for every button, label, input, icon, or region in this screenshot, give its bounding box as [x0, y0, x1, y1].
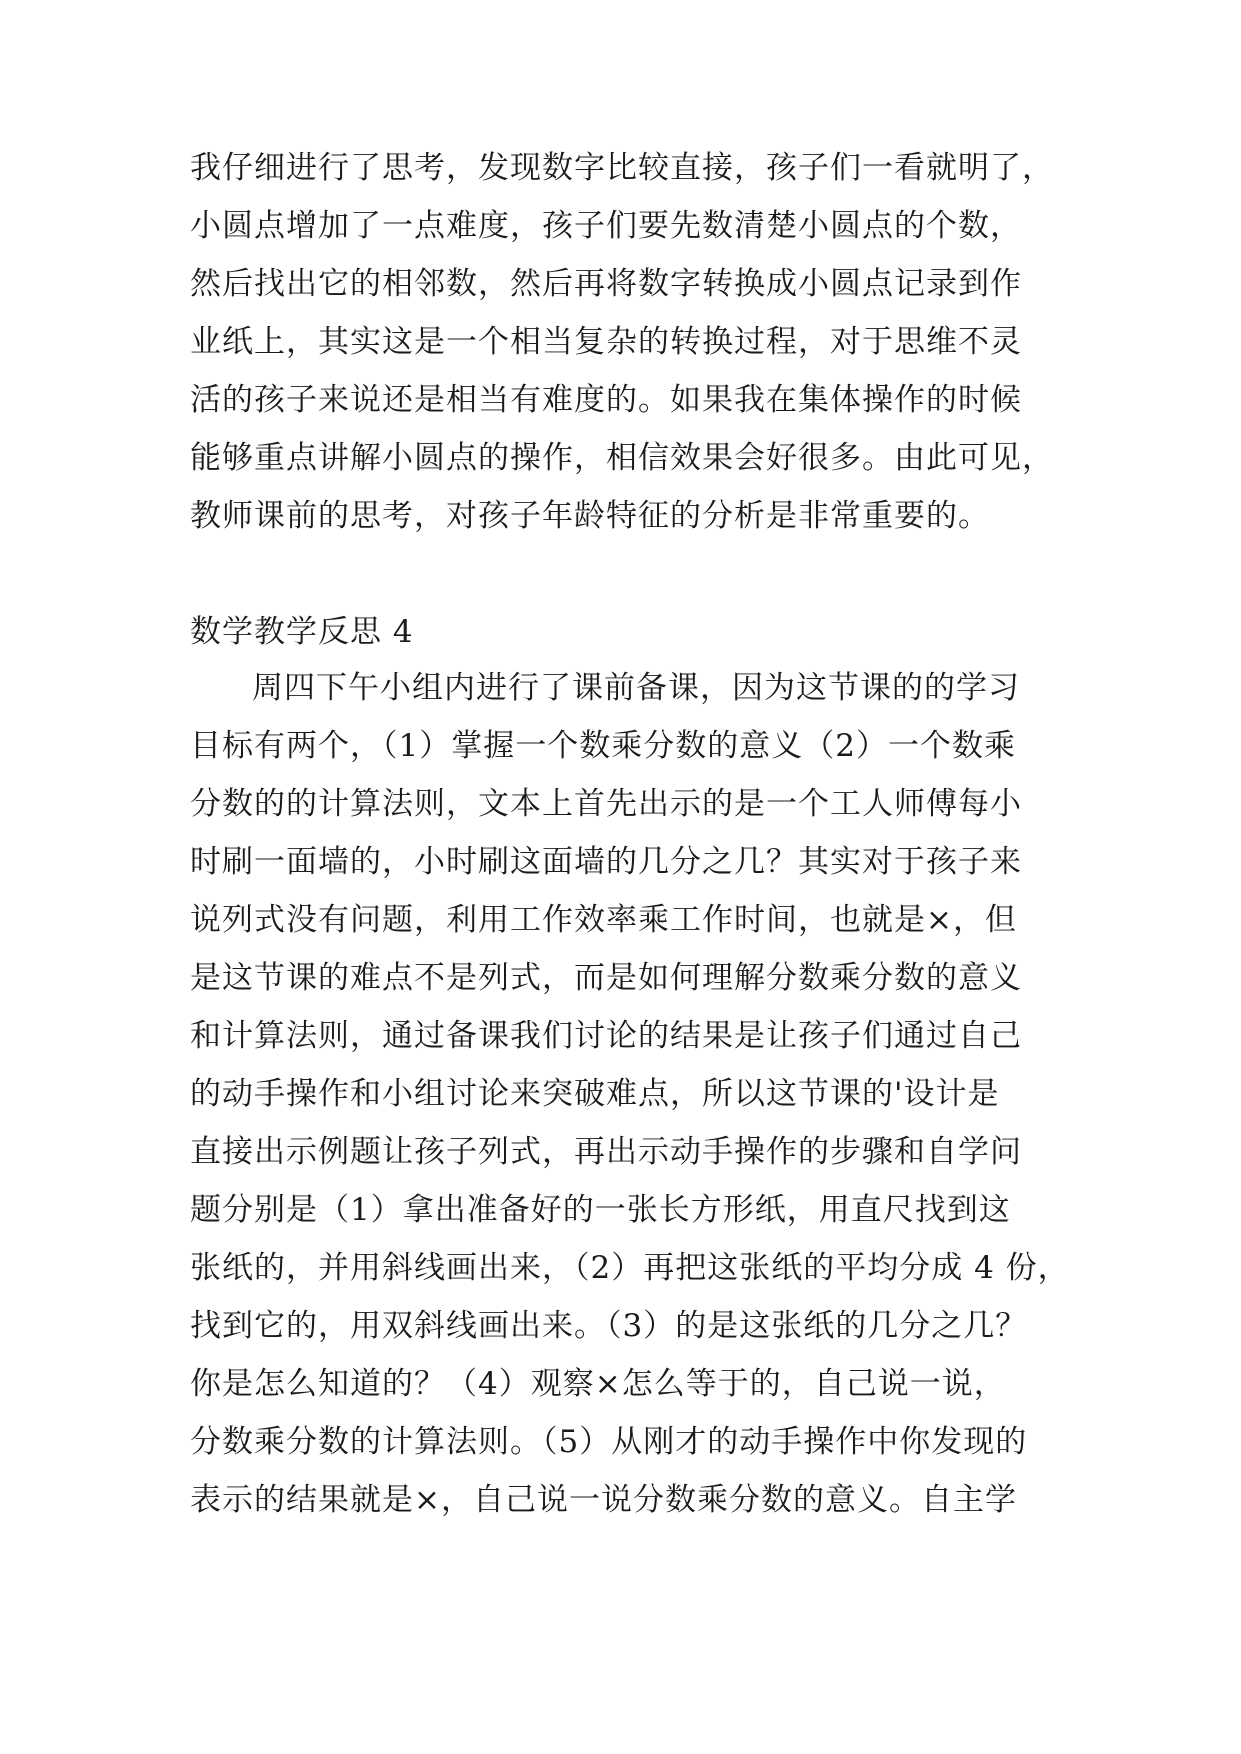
paragraph-line: 是这节课的难点不是列式，而是如何理解分数乘分数的意义 — [190, 960, 1022, 996]
paragraph-line: 直接出示例题让孩子列式，再出示动手操作的步骤和自学问 — [190, 1134, 1022, 1170]
paragraph-line: 和计算法则，通过备课我们讨论的结果是让孩子们通过自己 — [190, 1018, 1022, 1054]
section-heading: 数学教学反思 4 — [190, 614, 414, 650]
paragraph-line: 周四下午小组内进行了课前备课，因为这节课的的学习 — [252, 670, 1020, 706]
paragraph-line: 我仔细进行了思考，发现数字比较直接，孩子们一看就明了， — [190, 150, 1054, 186]
paragraph-line: 时刷一面墙的，小时刷这面墙的几分之几？其实对于孩子来 — [190, 844, 1022, 880]
paragraph-line: 然后找出它的相邻数，然后再将数字转换成小圆点记录到作 — [190, 266, 1022, 302]
paragraph-line: 分数的的计算法则，文本上首先出示的是一个工人师傅每小 — [190, 786, 1022, 822]
paragraph-line: 教师课前的思考，对孩子年龄特征的分析是非常重要的。 — [190, 498, 990, 534]
paragraph-line: 分数乘分数的计算法则。（5）从刚才的动手操作中你发现的 — [190, 1424, 1028, 1460]
paragraph-line: 能够重点讲解小圆点的操作，相信效果会好很多。由此可见， — [190, 440, 1054, 476]
paragraph-line: 业纸上，其实这是一个相当复杂的转换过程，对于思维不灵 — [190, 324, 1022, 360]
paragraph-line: 你是怎么知道的？（4）观察×怎么等于的，自己说一说， — [190, 1366, 1006, 1402]
paragraph-line: 说列式没有问题，利用工作效率乘工作时间，也就是×，但 — [190, 902, 1017, 938]
paragraph-line: 找到它的，用双斜线画出来。（3）的是这张纸的几分之几？ — [190, 1308, 1028, 1344]
paragraph-line: 题分别是（1）拿出准备好的一张长方形纸，用直尺找到这 — [190, 1192, 1011, 1228]
paragraph-line: 表示的结果就是×，自己说一说分数乘分数的意义。自主学 — [190, 1482, 1017, 1518]
paragraph-line: 目标有两个，（1）掌握一个数乘分数的意义（2）一个数乘 — [190, 728, 1016, 764]
paragraph-line: 活的孩子来说还是相当有难度的。如果我在集体操作的时候 — [190, 382, 1022, 418]
paragraph-line: 的动手操作和小组讨论来突破难点，所以这节课的'设计是 — [190, 1076, 1000, 1112]
paragraph-line: 张纸的，并用斜线画出来，（2）再把这张纸的平均分成 4 份， — [190, 1250, 1070, 1286]
paragraph-line: 小圆点增加了一点难度，孩子们要先数清楚小圆点的个数， — [190, 208, 1022, 244]
